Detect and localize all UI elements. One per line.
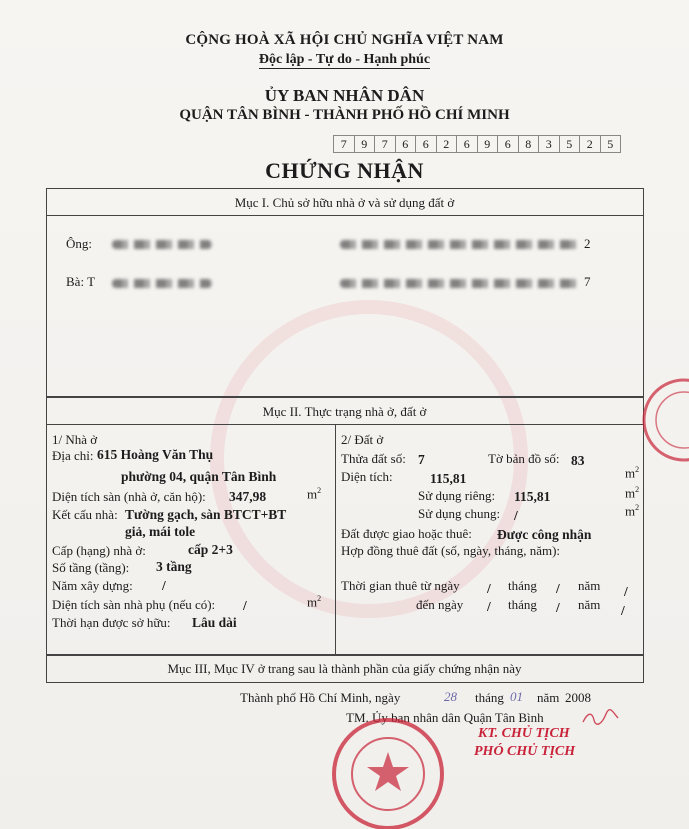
map-sheet-value: 83 [571,453,585,468]
lease-from-year-label: năm [578,578,601,593]
land-assigned-value: Được công nhận [497,527,592,542]
address-label: Địa chỉ: [52,448,94,463]
land-assigned-label: Đất được giao hoặc thuê: [341,526,472,541]
land-heading: 2/ Đất ở [341,432,384,447]
serial-digit: 7 [375,136,396,152]
floor-area-unit: $m^2$ [307,486,322,502]
serial-digit: 6 [498,136,519,152]
section1-heading: Mục I. Chủ sở hữu nhà ở và sử dụng đất ở [234,195,455,210]
lease-from-label: Thời gian thuê từ ngày [341,578,460,593]
signature-mark-icon [580,708,620,728]
ownership-term-value: Lâu dài [192,615,237,630]
shared-use-label: Sử dụng chung: [418,506,501,521]
serial-digit: 2 [437,136,458,152]
lease-to-label: đến ngày [416,597,464,612]
private-use-unit: $m^2$ [625,485,640,501]
serial-digit: 3 [539,136,560,152]
footer-note: Mục III, Mục IV ở trang sau là thành phần của giấy chứng nhận này [167,661,522,676]
date-month-label: tháng [475,690,504,705]
signatory-line: TM. Ủy ban nhân dân Quận Tân Bình [346,710,544,725]
land-area-label: Diện tích: [341,469,393,484]
section2-divider [46,424,643,425]
ownership-term-label: Thời hạn được sở hữu: [52,615,171,630]
owner-female-label: Bà: T [66,274,96,289]
lease-to-year: / [621,603,625,618]
owner-female-tail: 7 [584,274,591,289]
year-built-label: Năm xây dựng: [52,578,133,593]
serial-digit: 8 [519,136,540,152]
date-year: 2008 [565,690,591,705]
private-use-value: 115,81 [514,489,551,504]
document-title: CHỨNG NHẬN [265,158,424,183]
house-heading: 1/ Nhà ở [52,432,98,447]
date-year-label: năm [537,690,560,705]
lease-from-day: / [487,581,491,596]
official-seal-icon [328,712,448,829]
date-day: 28 [444,689,457,704]
lease-to-month: / [556,600,560,615]
private-use-label: Sử dụng riêng: [418,488,496,503]
lease-from-month: / [556,581,560,596]
serial-digit: 6 [457,136,478,152]
lease-to-year-label: năm [578,597,601,612]
floors-label: Số tầng (tầng): [52,560,130,575]
serial-number [333,135,621,153]
floors-value: 3 tầng [156,559,192,574]
address-line1: 615 Hoàng Văn Thụ [97,447,214,462]
owner-male-tail: 2 [584,236,591,251]
aux-area-unit: $m^2$ [307,594,322,610]
aux-area-value: / [243,598,247,613]
district-title: QUẬN TÂN BÌNH - THÀNH PHỐ HỒ CHÍ MINH [179,107,510,123]
lease-from-month-label: tháng [508,578,537,593]
lease-to-day: / [487,599,491,614]
serial-digit: 6 [396,136,417,152]
redacted-name-male [112,240,212,249]
floor-area-label: Diện tích sàn (nhà ở, căn hộ): [52,489,206,504]
serial-digit: 5 [560,136,581,152]
stamp-line1: KT. CHỦ TỊCH [478,726,570,741]
serial-digit: 9 [478,136,499,152]
section2-column-divider [335,424,336,655]
serial-digit: 2 [580,136,601,152]
address-line2: phường 04, quận Tân Bình [121,469,277,484]
lease-to-month-label: tháng [508,597,537,612]
date-prefix: Thành phố Hồ Chí Minh, ngày [240,690,401,705]
redacted-name-female [112,279,212,288]
section1-divider [46,215,643,216]
floor-area-value: 347,98 [229,489,267,504]
serial-digit: 7 [334,136,355,152]
section2-heading: Mục II. Thực trạng nhà ở, đất ở [262,404,427,419]
plot-value: 7 [418,452,425,467]
authority-title: ỦY BAN NHÂN DÂN [264,86,425,105]
grade-value: cấp 2+3 [188,542,233,557]
redacted-id-female [340,279,580,288]
shared-use-unit: $m^2$ [625,503,640,519]
lease-contract-label: Hợp đồng thuê đất (số, ngày, tháng, năm): [341,543,561,558]
land-area-unit: $m^2$ [625,465,640,481]
map-sheet-label: Tờ bản đồ số: [488,451,560,466]
side-seal-icon [626,375,689,465]
structure-line1: Tường gạch, sàn BTCT+BT [125,507,287,522]
serial-digit: 9 [355,136,376,152]
redacted-id-male [340,240,580,249]
land-area-value: 115,81 [430,471,467,486]
structure-line2: giả, mái tole [125,524,196,539]
section1-box [46,188,644,398]
date-month: 01 [510,689,523,704]
structure-label: Kết cấu nhà: [52,507,118,522]
year-built-value: / [162,578,166,593]
shared-use-value: / [514,508,518,523]
grade-label: Cấp (hạng) nhà ở: [52,543,146,558]
plot-label: Thửa đất số: [341,451,406,466]
lease-from-year: / [624,584,628,599]
serial-digit: 6 [416,136,437,152]
aux-area-label: Diện tích sàn nhà phụ (nếu có): [52,597,216,612]
serial-digit: 5 [607,137,614,151]
owner-male-label: Ông: [66,236,92,251]
country-header: CỘNG HOÀ XÃ HỘI CHỦ NGHĨA VIỆT NAM [185,32,504,48]
stamp-line2: PHÓ CHỦ TỊCH [474,744,576,759]
motto: Độc lập - Tự do - Hạnh phúc [258,52,431,67]
